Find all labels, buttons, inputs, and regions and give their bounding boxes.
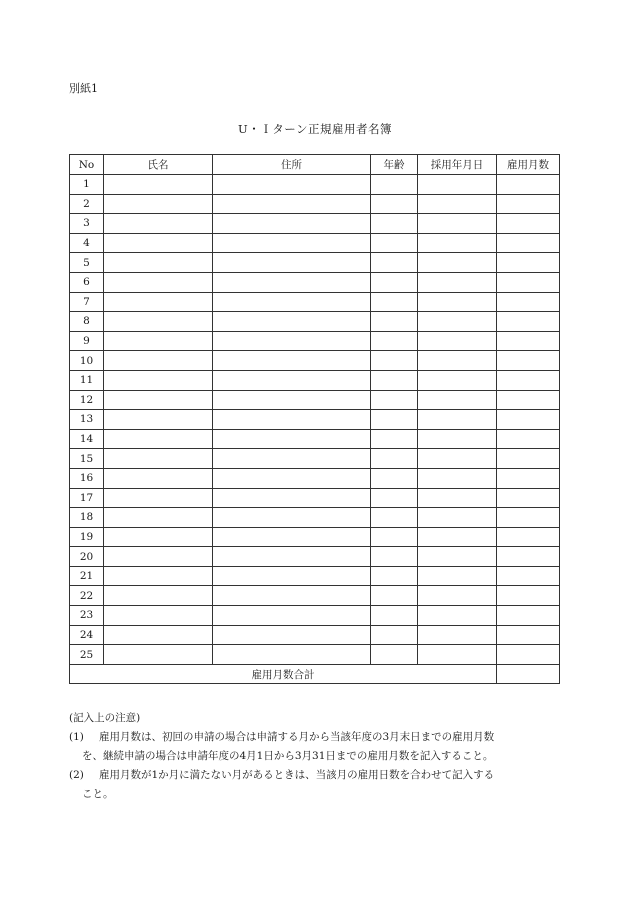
total-row xyxy=(70,664,560,684)
hire-date-cell[interactable] xyxy=(418,508,497,528)
row-number: 4 xyxy=(70,233,104,253)
row-number: 19 xyxy=(70,527,104,547)
table-row xyxy=(70,175,560,195)
age-cell[interactable] xyxy=(371,175,418,195)
age-cell[interactable] xyxy=(371,351,418,371)
row-number: 8 xyxy=(70,312,104,332)
row-number: 15 xyxy=(70,449,104,469)
total-label: 雇用月数合計 xyxy=(70,664,497,684)
name-cell[interactable] xyxy=(104,410,213,430)
hire-date-cell[interactable] xyxy=(418,586,497,606)
address-cell[interactable] xyxy=(213,566,371,586)
employment-months-cell[interactable] xyxy=(497,312,560,332)
name-cell[interactable] xyxy=(104,175,213,195)
employment-months-cell[interactable] xyxy=(497,331,560,351)
note-number: (1) xyxy=(69,731,84,743)
table-row xyxy=(70,410,560,430)
table-row xyxy=(70,488,560,508)
age-cell[interactable] xyxy=(371,272,418,292)
row-number: 16 xyxy=(70,468,104,488)
address-cell[interactable] xyxy=(213,410,371,430)
hire-date-cell[interactable] xyxy=(418,527,497,547)
row-number: 24 xyxy=(70,625,104,645)
row-number: 22 xyxy=(70,586,104,606)
age-cell[interactable] xyxy=(371,331,418,351)
address-cell[interactable] xyxy=(213,429,371,449)
address-cell[interactable] xyxy=(213,586,371,606)
age-cell[interactable] xyxy=(371,429,418,449)
name-cell[interactable] xyxy=(104,370,213,390)
name-cell[interactable] xyxy=(104,214,213,234)
hire-date-cell[interactable] xyxy=(418,292,497,312)
hire-date-cell[interactable] xyxy=(418,547,497,567)
employment-months-cell[interactable] xyxy=(497,606,560,626)
address-cell[interactable] xyxy=(213,547,371,567)
name-cell[interactable] xyxy=(104,292,213,312)
address-cell[interactable] xyxy=(213,272,371,292)
header-employment-months: 雇用月数 xyxy=(497,155,560,175)
employment-months-cell[interactable] xyxy=(497,194,560,214)
table-row xyxy=(70,312,560,332)
row-number: 18 xyxy=(70,508,104,528)
age-cell[interactable] xyxy=(371,194,418,214)
attachment-label: 別紙1 xyxy=(69,82,98,95)
age-cell[interactable] xyxy=(371,292,418,312)
employment-months-cell[interactable] xyxy=(497,429,560,449)
table-row xyxy=(70,508,560,528)
note-text: 雇用月数が1か月に満たない月があるときは、当該月の雇用日数を合わせて記入する xyxy=(99,769,495,781)
table-row xyxy=(70,468,560,488)
employment-months-cell[interactable] xyxy=(497,449,560,469)
name-cell[interactable] xyxy=(104,508,213,528)
employment-months-cell[interactable] xyxy=(497,233,560,253)
row-number: 25 xyxy=(70,645,104,665)
name-cell[interactable] xyxy=(104,566,213,586)
table-row xyxy=(70,606,560,626)
age-cell[interactable] xyxy=(371,312,418,332)
employment-months-cell[interactable] xyxy=(497,410,560,430)
table-row xyxy=(70,253,560,273)
row-number: 9 xyxy=(70,331,104,351)
age-cell[interactable] xyxy=(371,410,418,430)
hire-date-cell[interactable] xyxy=(418,449,497,469)
row-number: 21 xyxy=(70,566,104,586)
row-number: 7 xyxy=(70,292,104,312)
notes-section xyxy=(69,709,569,804)
hire-date-cell[interactable] xyxy=(418,233,497,253)
note-continuation: を、継続申請の場合は申請年度の4月1日から3月31日までの雇用月数を記入すること。 xyxy=(82,750,494,762)
row-number: 14 xyxy=(70,429,104,449)
table-row xyxy=(70,331,560,351)
table-header-row xyxy=(70,155,560,175)
name-cell[interactable] xyxy=(104,253,213,273)
name-cell[interactable] xyxy=(104,429,213,449)
employment-months-cell[interactable] xyxy=(497,370,560,390)
table-row xyxy=(70,390,560,410)
name-cell[interactable] xyxy=(104,331,213,351)
employment-months-cell[interactable] xyxy=(497,625,560,645)
address-cell[interactable] xyxy=(213,488,371,508)
row-number: 20 xyxy=(70,547,104,567)
table-row xyxy=(70,645,560,665)
row-number: 5 xyxy=(70,253,104,273)
hire-date-cell[interactable] xyxy=(418,214,497,234)
table-row xyxy=(70,547,560,567)
employment-months-cell[interactable] xyxy=(497,214,560,234)
table-row xyxy=(70,429,560,449)
address-cell[interactable] xyxy=(213,468,371,488)
header-no: No xyxy=(70,155,104,175)
hire-date-cell[interactable] xyxy=(418,253,497,273)
name-cell[interactable] xyxy=(104,468,213,488)
hire-date-cell[interactable] xyxy=(418,175,497,195)
age-cell[interactable] xyxy=(371,606,418,626)
row-number: 23 xyxy=(70,606,104,626)
row-number: 11 xyxy=(70,370,104,390)
row-number: 12 xyxy=(70,390,104,410)
hire-date-cell[interactable] xyxy=(418,312,497,332)
address-cell[interactable] xyxy=(213,508,371,528)
row-number: 17 xyxy=(70,488,104,508)
employment-months-cell[interactable] xyxy=(497,527,560,547)
hire-date-cell[interactable] xyxy=(418,390,497,410)
header-name: 氏名 xyxy=(104,155,213,175)
hire-date-cell[interactable] xyxy=(418,370,497,390)
name-cell[interactable] xyxy=(104,527,213,547)
note-continuation: こと。 xyxy=(82,788,114,800)
age-cell[interactable] xyxy=(371,645,418,665)
employment-months-cell[interactable] xyxy=(497,488,560,508)
age-cell[interactable] xyxy=(371,527,418,547)
table-row xyxy=(70,272,560,292)
address-cell[interactable] xyxy=(213,527,371,547)
age-cell[interactable] xyxy=(371,488,418,508)
address-cell[interactable] xyxy=(213,331,371,351)
employment-months-cell[interactable] xyxy=(497,253,560,273)
hire-date-cell[interactable] xyxy=(418,566,497,586)
name-cell[interactable] xyxy=(104,586,213,606)
age-cell[interactable] xyxy=(371,370,418,390)
name-cell[interactable] xyxy=(104,645,213,665)
age-cell[interactable] xyxy=(371,253,418,273)
note-item xyxy=(69,766,569,785)
total-months-cell[interactable] xyxy=(497,664,560,684)
table-row xyxy=(70,351,560,371)
age-cell[interactable] xyxy=(371,449,418,469)
table-row xyxy=(70,527,560,547)
hire-date-cell[interactable] xyxy=(418,625,497,645)
document-title: U・Ｉターン正規雇用者名簿 xyxy=(238,122,392,136)
age-cell[interactable] xyxy=(371,390,418,410)
table-row xyxy=(70,370,560,390)
address-cell[interactable] xyxy=(213,175,371,195)
address-cell[interactable] xyxy=(213,625,371,645)
row-number: 2 xyxy=(70,194,104,214)
age-cell[interactable] xyxy=(371,566,418,586)
address-cell[interactable] xyxy=(213,214,371,234)
name-cell[interactable] xyxy=(104,351,213,371)
table-row xyxy=(70,625,560,645)
name-cell[interactable] xyxy=(104,625,213,645)
employment-months-cell[interactable] xyxy=(497,351,560,371)
hire-date-cell[interactable] xyxy=(418,331,497,351)
header-hire-date: 採用年月日 xyxy=(418,155,497,175)
employment-months-cell[interactable] xyxy=(497,272,560,292)
address-cell[interactable] xyxy=(213,253,371,273)
address-cell[interactable] xyxy=(213,370,371,390)
age-cell[interactable] xyxy=(371,233,418,253)
hire-date-cell[interactable] xyxy=(418,429,497,449)
name-cell[interactable] xyxy=(104,194,213,214)
note-text: 雇用月数は、初回の申請の場合は申請する月から当該年度の3月末日までの雇用月数 xyxy=(99,731,495,743)
employment-months-cell[interactable] xyxy=(497,468,560,488)
note-number: (2) xyxy=(69,769,84,781)
employment-months-cell[interactable] xyxy=(497,645,560,665)
header-address: 住所 xyxy=(213,155,371,175)
table-row xyxy=(70,292,560,312)
row-number: 1 xyxy=(70,175,104,195)
name-cell[interactable] xyxy=(104,449,213,469)
name-cell[interactable] xyxy=(104,488,213,508)
hire-date-cell[interactable] xyxy=(418,272,497,292)
address-cell[interactable] xyxy=(213,194,371,214)
address-cell[interactable] xyxy=(213,645,371,665)
address-cell[interactable] xyxy=(213,606,371,626)
employment-months-cell[interactable] xyxy=(497,292,560,312)
employment-months-cell[interactable] xyxy=(497,586,560,606)
hire-date-cell[interactable] xyxy=(418,410,497,430)
employment-months-cell[interactable] xyxy=(497,566,560,586)
table-body xyxy=(70,175,560,665)
name-cell[interactable] xyxy=(104,312,213,332)
address-cell[interactable] xyxy=(213,312,371,332)
table-row xyxy=(70,566,560,586)
table-row xyxy=(70,449,560,469)
notes-heading: (記入上の注意) xyxy=(69,712,141,724)
note-item xyxy=(69,728,569,747)
name-cell[interactable] xyxy=(104,233,213,253)
address-cell[interactable] xyxy=(213,233,371,253)
name-cell[interactable] xyxy=(104,547,213,567)
hire-date-cell[interactable] xyxy=(418,468,497,488)
age-cell[interactable] xyxy=(371,625,418,645)
hire-date-cell[interactable] xyxy=(418,351,497,371)
age-cell[interactable] xyxy=(371,468,418,488)
table-row xyxy=(70,233,560,253)
hire-date-cell[interactable] xyxy=(418,645,497,665)
row-number: 6 xyxy=(70,272,104,292)
employment-months-cell[interactable] xyxy=(497,508,560,528)
age-cell[interactable] xyxy=(371,586,418,606)
employee-register-table xyxy=(69,154,560,684)
address-cell[interactable] xyxy=(213,351,371,371)
name-cell[interactable] xyxy=(104,606,213,626)
age-cell[interactable] xyxy=(371,214,418,234)
employment-months-cell[interactable] xyxy=(497,175,560,195)
age-cell[interactable] xyxy=(371,508,418,528)
employment-months-cell[interactable] xyxy=(497,547,560,567)
hire-date-cell[interactable] xyxy=(418,488,497,508)
hire-date-cell[interactable] xyxy=(418,194,497,214)
row-number: 10 xyxy=(70,351,104,371)
employment-months-cell[interactable] xyxy=(497,390,560,410)
address-cell[interactable] xyxy=(213,390,371,410)
address-cell[interactable] xyxy=(213,292,371,312)
row-number: 3 xyxy=(70,214,104,234)
row-number: 13 xyxy=(70,410,104,430)
table-row xyxy=(70,194,560,214)
hire-date-cell[interactable] xyxy=(418,606,497,626)
table-row xyxy=(70,586,560,606)
age-cell[interactable] xyxy=(371,547,418,567)
address-cell[interactable] xyxy=(213,449,371,469)
table-row xyxy=(70,214,560,234)
header-age: 年齢 xyxy=(371,155,418,175)
name-cell[interactable] xyxy=(104,390,213,410)
name-cell[interactable] xyxy=(104,272,213,292)
